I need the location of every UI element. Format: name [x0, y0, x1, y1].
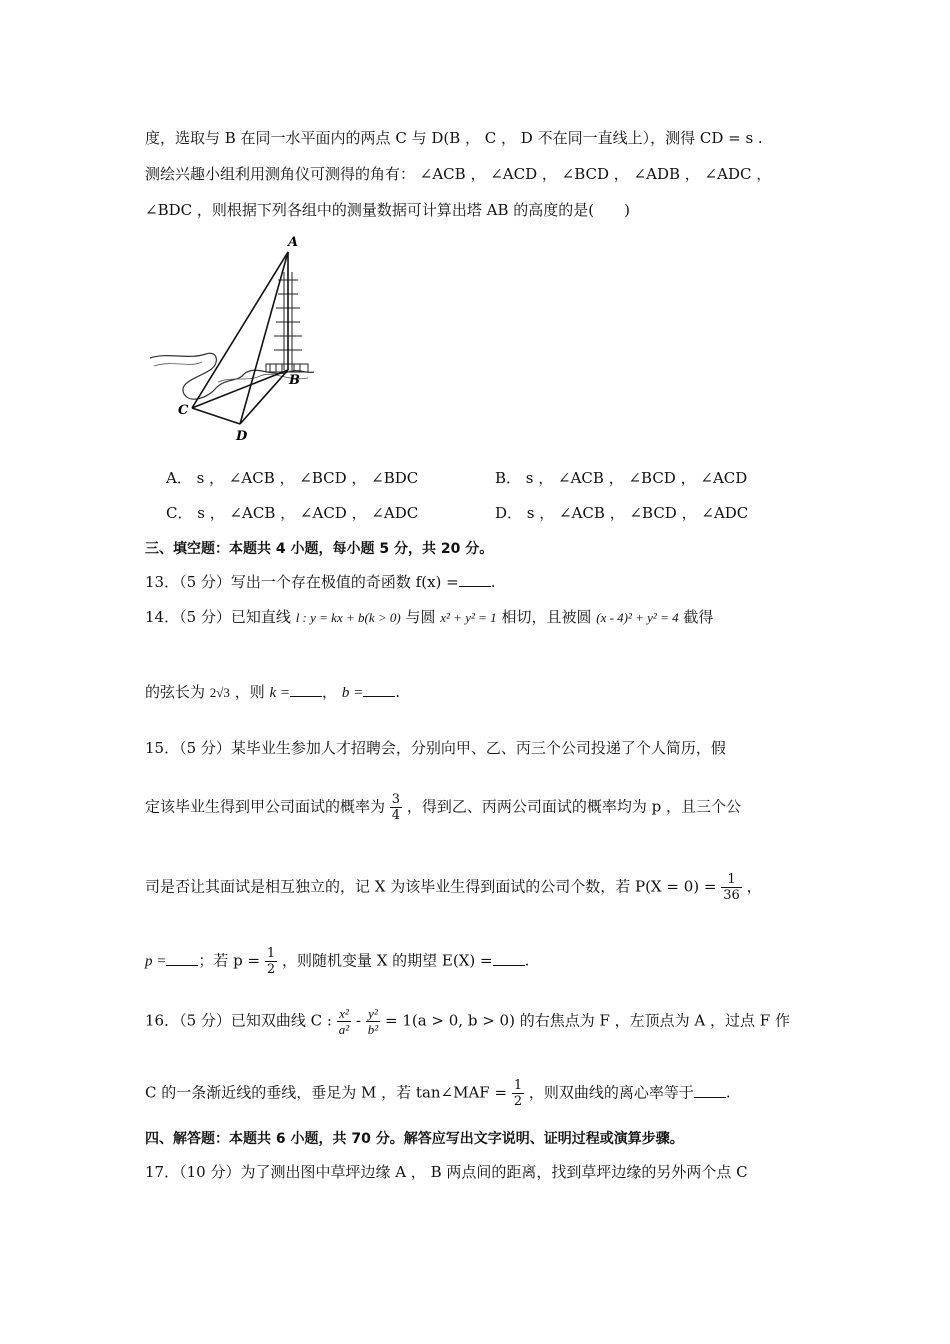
intro-line-1: 度，选取与 B 在同一水平面内的两点 C 与 D(B ， C ， D 不在同一直线上），测得 CD = s . — [145, 129, 763, 147]
q16-text: 16．（5 分）已知双曲线 C : — [145, 1011, 332, 1030]
q13-end: . — [490, 573, 496, 591]
line-CB — [192, 370, 288, 408]
q16-blank[interactable] — [694, 1083, 726, 1098]
line-AC — [192, 252, 288, 408]
q16-text: C 的一条渐近线的垂线，垂足为 M ，若 tan∠MAF = — [145, 1083, 508, 1102]
measurement-lines — [192, 252, 288, 424]
q15-end: . — [524, 951, 530, 970]
question-14-line-2 — [145, 681, 400, 704]
q14-line-eq: l : y = kx + b(k > 0) — [295, 610, 401, 625]
q14-end: . — [395, 683, 400, 701]
frac-numerator: y² — [366, 1006, 380, 1022]
frac-numerator: 1 — [721, 872, 742, 888]
line-CD — [192, 408, 240, 424]
q16-text: = 1(a > 0, b > 0) 的右焦点为 F ，左顶点为 A ，过点 F 作 — [384, 1011, 790, 1030]
q15-fraction-3-4 — [390, 792, 402, 823]
frac-denominator: 4 — [391, 808, 401, 823]
q15-p-label: p = — [145, 953, 167, 970]
q14-b-label: b = — [341, 685, 364, 701]
label-B: B — [289, 373, 300, 388]
q15-fraction-1-2 — [265, 946, 277, 977]
q14-k-label: k = — [269, 685, 291, 701]
q15-text: ，得到乙、丙两公司面试的概率均为 p ，且三个公 — [406, 797, 741, 816]
pagoda-tower — [266, 252, 308, 372]
frac-numerator: 3 — [391, 792, 401, 807]
q14-text: ， — [322, 683, 338, 701]
option-a[interactable]: A． s ， ∠ACB ， ∠BCD ， ∠BDC — [166, 469, 419, 487]
q14-text: 截得 — [683, 608, 714, 626]
q14-k-blank[interactable] — [290, 682, 322, 697]
question-17: 17．（10 分）为了测出图中草坪边缘 A ， B 两点间的距离，找到草坪边缘的另外两个点 C — [145, 1163, 748, 1181]
q14-circle-2: (x - 4)² + y² = 4 — [596, 610, 679, 625]
option-d[interactable]: D． s ， ∠ACB ， ∠BCD ， ∠ADC — [495, 504, 749, 522]
q14-circle-1: x² + y² = 1 — [440, 610, 497, 625]
label-A: A — [288, 235, 299, 250]
q13-blank[interactable] — [459, 572, 491, 587]
question-14-line-1 — [145, 606, 713, 629]
question-15-line-2 — [145, 792, 741, 823]
q14-text: 与圆 — [405, 608, 436, 626]
q16-fraction-x — [337, 1006, 351, 1037]
frac-numerator: 1 — [266, 946, 276, 961]
q15-p-blank[interactable] — [166, 951, 198, 966]
section-3-heading: 三、填空题：本题共 4 小题，每小题 5 分，共 20 分。 — [145, 541, 494, 557]
question-15-line-1: 15．（5 分）某毕业生参加人才招聘会，分别向甲、乙、丙三个公司投递了个人简历，假 — [145, 739, 726, 757]
lake-ripple — [154, 362, 202, 366]
intro-line-3: ∠BDC ，则根据下列各组中的测量数据可计算出塔 AB 的高度的是( ) — [145, 201, 630, 219]
q15-text: 定该毕业生得到甲公司面试的概率为 — [145, 797, 386, 816]
q14-text: 相切，且被圆 — [501, 608, 592, 626]
q15-text: ；若 p = — [198, 951, 261, 970]
q15-text: ， — [746, 877, 762, 896]
q14-prefix: 14．（5 分）已知直线 — [145, 608, 291, 626]
q15-fraction-1-36 — [721, 872, 742, 903]
q16-text: ，则双曲线的离心率等于 — [528, 1083, 694, 1102]
q14-text: 的弦长为 — [145, 683, 206, 701]
q14-text: ，则 — [234, 683, 265, 701]
frac-denominator: 2 — [266, 962, 276, 977]
label-C: C — [178, 403, 189, 418]
frac-denominator: 2 — [513, 1094, 523, 1109]
q16-end: . — [725, 1083, 731, 1102]
frac-denominator: b² — [367, 1022, 379, 1037]
frac-denominator: a² — [338, 1022, 350, 1037]
q15-text: ，则随机变量 X 的期望 E(X) = — [281, 951, 493, 970]
question-13 — [145, 571, 496, 593]
intro-line-2: 测绘兴趣小组利用测角仪可测得的角有： ∠ACB ， ∠ACD ， ∠BCD ， ∠ADB ， ∠ADC ， — [145, 165, 772, 183]
q13-text: 13．（5 分）写出一个存在极值的奇函数 f(x) = — [145, 573, 459, 591]
pagoda-figure — [148, 232, 318, 447]
label-D: D — [236, 429, 248, 444]
frac-numerator: 1 — [513, 1078, 523, 1093]
option-c[interactable]: C． s ， ∠ACB ， ∠ACD ， ∠ADC — [166, 504, 419, 522]
q16-minus: - — [355, 1011, 362, 1030]
q14-b-blank[interactable] — [363, 682, 395, 697]
frac-denominator: 36 — [723, 888, 740, 903]
section-4-heading: 四、解答题：本题共 6 小题，共 70 分。解答应写出文字说明、证明过程或演算步骤。 — [145, 1131, 684, 1147]
q16-fraction-1-2 — [512, 1078, 524, 1109]
question-16-line-1 — [145, 1006, 790, 1037]
q15-text: 司是否让其面试是相互独立的，记 X 为该毕业生得到面试的公司个数，若 P(X = 0) = — [145, 877, 717, 896]
question-15-line-3 — [145, 872, 762, 903]
frac-numerator: x² — [337, 1006, 351, 1022]
q15-ex-blank[interactable] — [493, 951, 525, 966]
question-16-line-2 — [145, 1078, 731, 1109]
question-15-line-4 — [145, 946, 529, 977]
q16-fraction-y — [366, 1006, 380, 1037]
option-b[interactable]: B． s ， ∠ACB ， ∠BCD ， ∠ACD — [495, 469, 748, 487]
q14-chord-length: 2√3 — [209, 685, 230, 700]
